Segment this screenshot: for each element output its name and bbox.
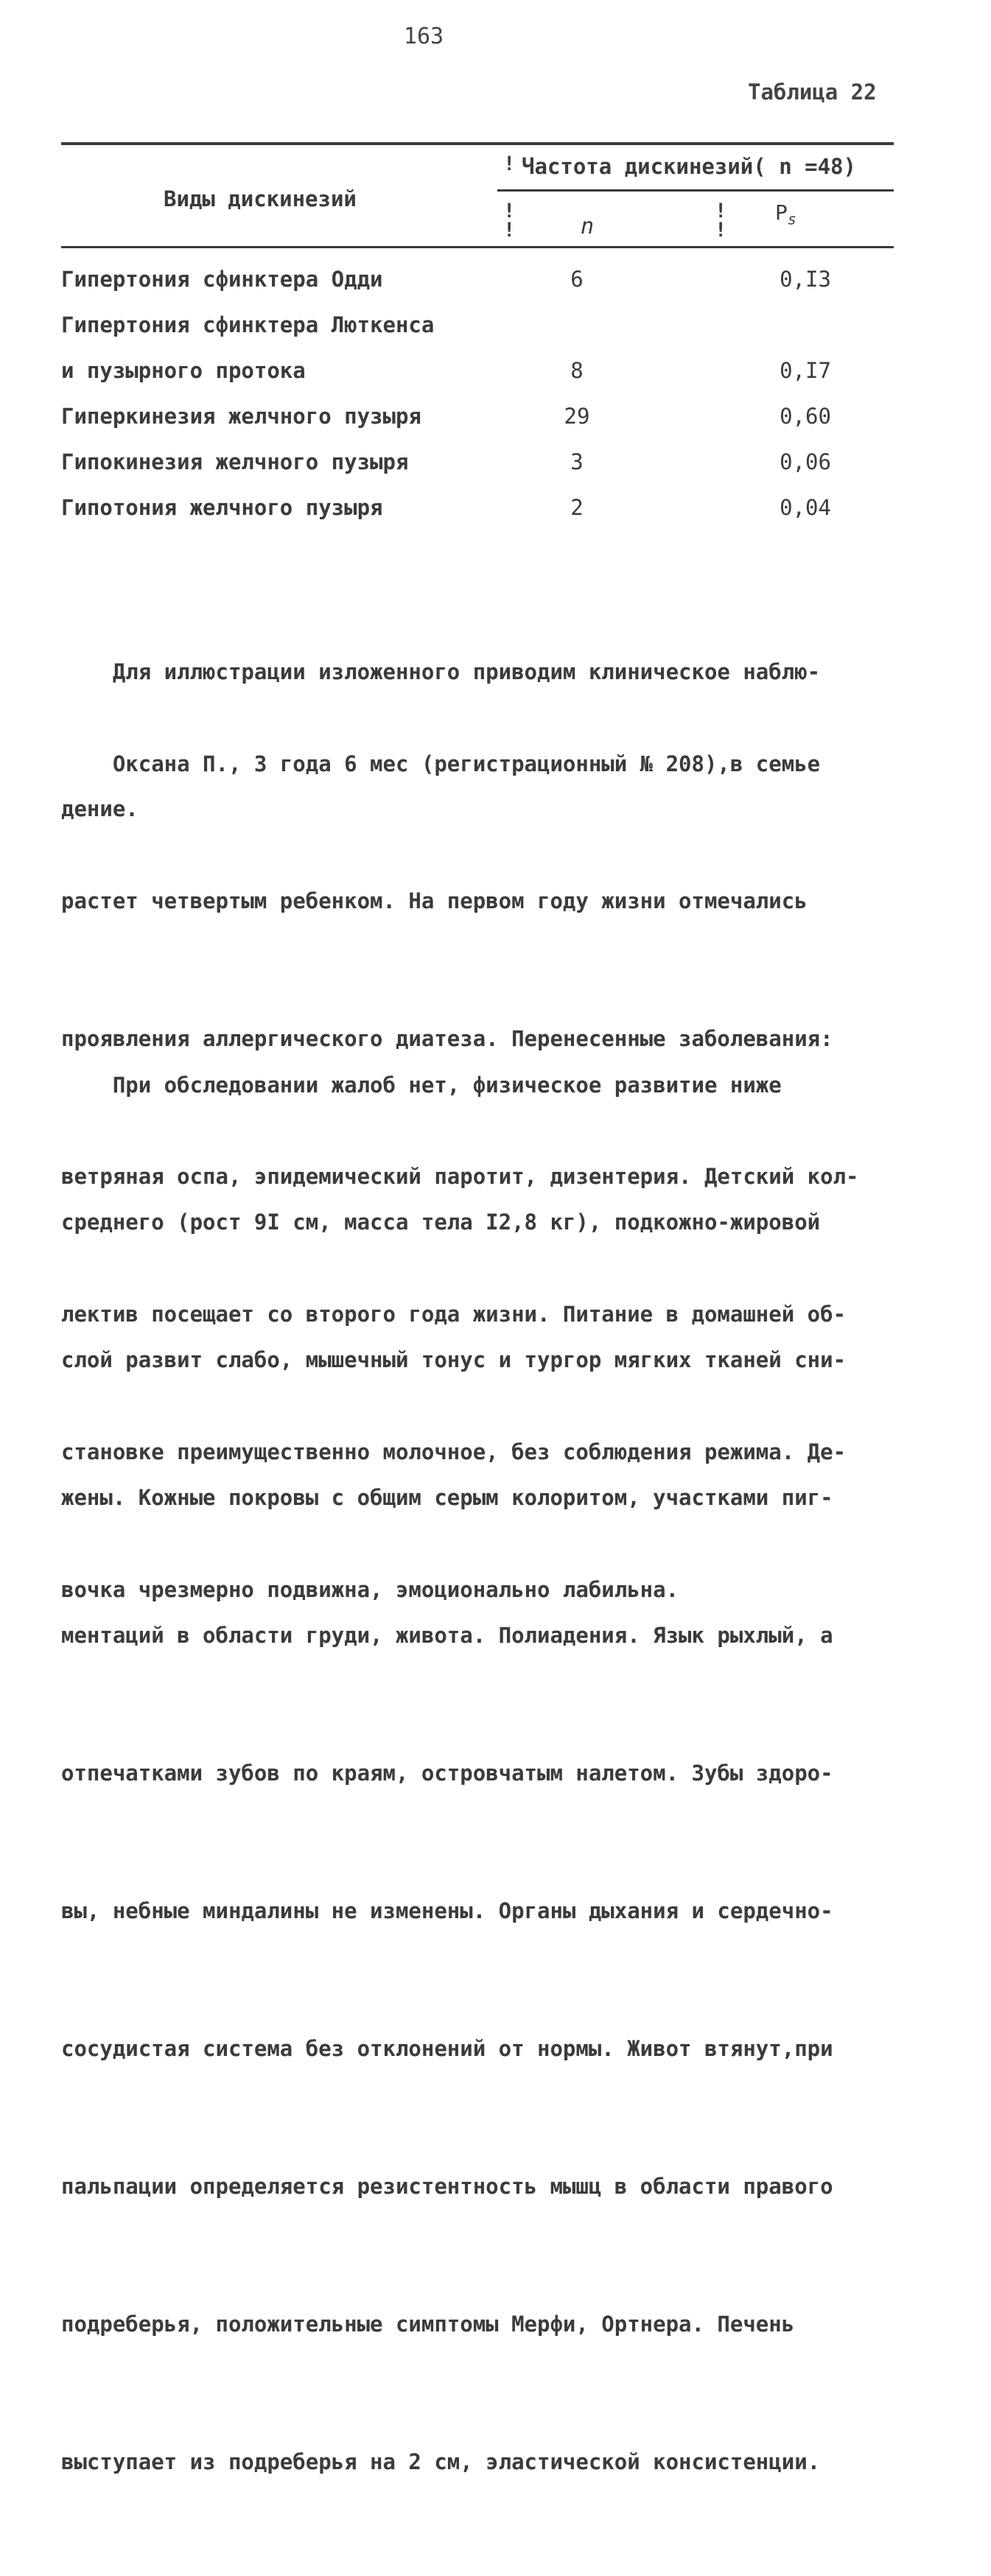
text-line: отпечатками зубов по краям, островчатым налетом. Зубы здоро-: [61, 1761, 833, 1786]
table-header-rule: [61, 246, 894, 248]
text-line: вы, небные миндалины не изменены. Органы дыхания и сердечно-: [61, 1898, 833, 1923]
text-line: Оксана П., 3 года 6 мес (регистрационный № 208),в семье: [61, 751, 821, 776]
table-row: [61, 358, 894, 387]
text-line: слой развит слабо, мышечный тонус и тургор мягких тканей сни-: [61, 1347, 847, 1373]
table-row: [61, 404, 894, 433]
row-n: 6: [570, 267, 584, 292]
column-separator-mark: !: [503, 200, 516, 222]
row-ps: 0,I3: [780, 267, 831, 292]
column-separator-mark: !: [715, 219, 727, 242]
text-line: растет четвертым ребенком. На первом году жизни отмечались: [61, 888, 808, 914]
text-line: проявления аллергического диатеза. Перенесенные заболевания:: [61, 1026, 833, 1052]
text-line: дение.: [61, 796, 139, 822]
table-row: [61, 312, 894, 342]
row-n: 29: [564, 404, 590, 429]
row-ps: 0,04: [780, 495, 831, 520]
table-group-rule: [497, 189, 894, 192]
row-kind: Гиперкинезия желчного пузыря: [61, 404, 421, 429]
text-line: выступает из подреберья на 2 см, эластической консистенции.: [61, 2449, 821, 2474]
paragraph-examination: [61, 970, 846, 2576]
text-line: При обследовании жалоб нет, физическое развитие ниже: [61, 1072, 782, 1098]
row-ps: 0,06: [780, 449, 831, 474]
row-n: 3: [570, 449, 584, 474]
column-separator-mark: !: [715, 200, 727, 222]
text-line: становке преимущественно молочное, без соблюдения режима. Де-: [61, 1439, 847, 1465]
text-line: пальпации определяется резистентность мышц в области правого: [61, 2173, 833, 2199]
text-line: лектив посещает со второго года жизни. Питание в домашней об-: [61, 1302, 847, 1327]
table-caption: Таблица 22: [748, 80, 877, 105]
text-line: жены. Кожные покровы с общим серым колоритом, участками пиг-: [61, 1485, 833, 1511]
row-kind: Гипертония сфинктера Одди: [61, 267, 383, 292]
column-header-kinds: Виды дискинезий: [164, 186, 357, 211]
table-row: [61, 267, 894, 296]
row-kind: Гипертония сфинктера Люткенса: [61, 312, 435, 337]
row-ps: 0,60: [780, 404, 831, 429]
row-ps: 0,I7: [780, 358, 831, 383]
column-separator-mark: !: [503, 219, 516, 242]
column-header-frequency: Частота дискинезий( n =48): [522, 154, 856, 179]
column-header-ps: $P_s$: [775, 200, 796, 228]
text-line: вочка чрезмерно подвижна, эмоционально лабильна.: [61, 1576, 679, 1602]
row-kind: и пузырного протока: [61, 358, 306, 383]
row-kind: Гипокинезия желчного пузыря: [61, 449, 409, 474]
page-number: 163: [403, 24, 444, 49]
text-line: подреберья, положительные симптомы Мерфи, Ортнера. Печень: [61, 2311, 795, 2337]
text-line: сосудистая система без отклонений от нормы. Живот втянут,при: [61, 2035, 833, 2061]
column-header-n: n: [581, 214, 595, 239]
text-line: Для иллюстрации изложенного приводим клиническое наблю-: [61, 659, 821, 684]
table-row: [61, 449, 894, 479]
text-line: ментаций в области груди, живота. Полиадения. Язык рыхлый, а: [61, 1623, 833, 1649]
row-n: 8: [570, 358, 584, 383]
text-line: среднего (рост 9I см, масса тела I2,8 кг), подкожно-жировой: [61, 1210, 821, 1235]
row-n: 2: [570, 495, 584, 520]
table-row: [61, 495, 894, 524]
column-separator-mark: !: [503, 152, 516, 175]
table-top-rule: [61, 142, 894, 145]
text-line: ветряная оспа, эпидемический паротит, дизентерия. Детский кол-: [61, 1164, 859, 1190]
row-kind: Гипотония желчного пузыря: [61, 495, 383, 520]
